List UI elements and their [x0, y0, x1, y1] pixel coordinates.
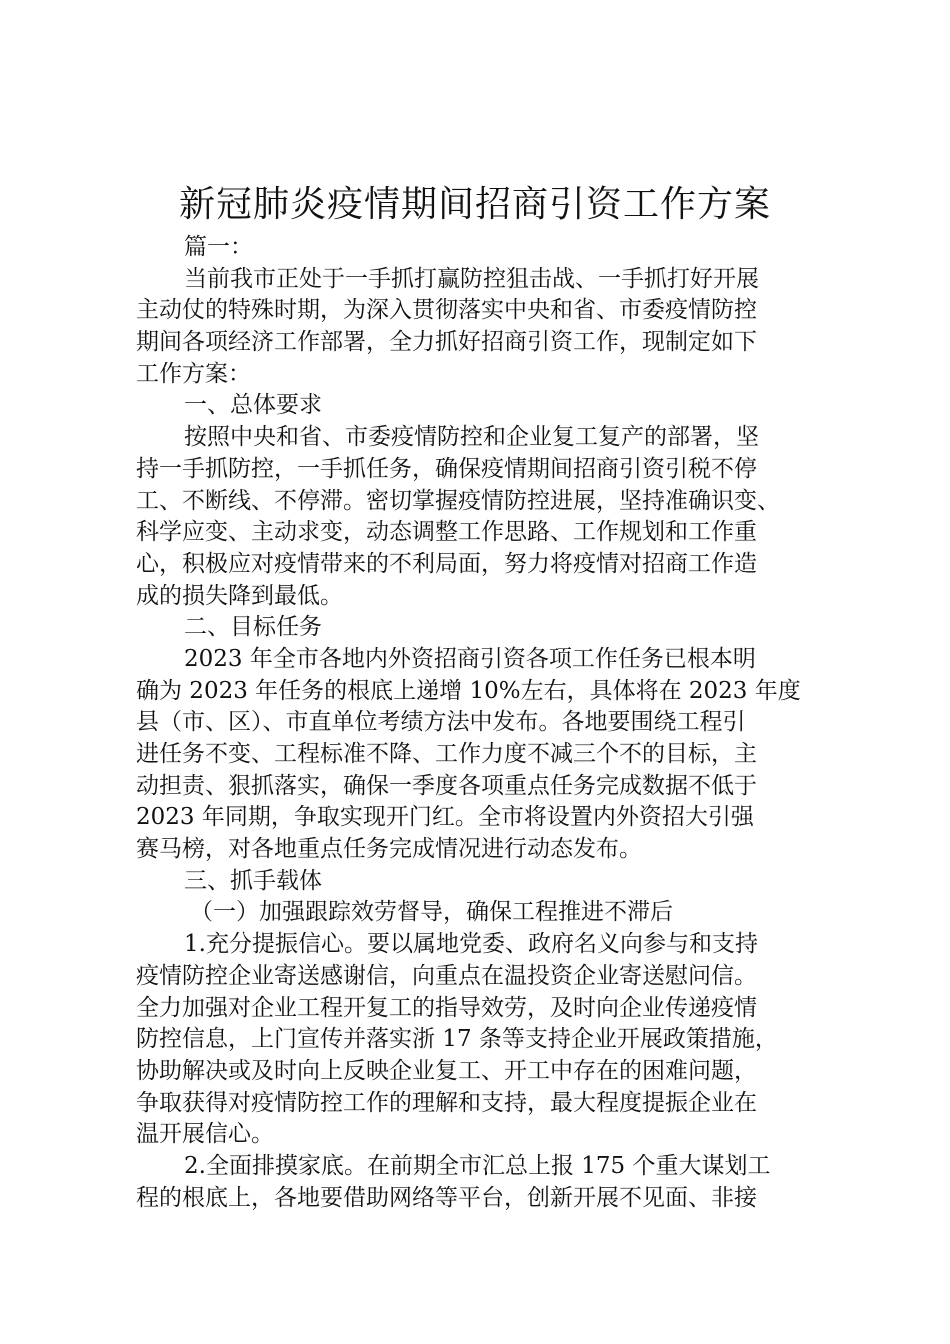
body-line: 工、不断线、不停滞。密切掌握疫情防控进展，坚持准确识变、	[136, 487, 780, 514]
body-line: 程的根底上，各地要借助网络等平台，创新开展不见面、非接	[136, 1184, 757, 1211]
body-line: 当前我市正处于一手抓打赢防控狙击战、一手抓打好开展	[184, 265, 759, 292]
body-line: 三、抓手载体	[184, 867, 322, 894]
body-line: 疫情防控企业寄送感谢信，向重点在温投资企业寄送慰问信。	[136, 962, 757, 989]
body-line: 科学应变、主动求变，动态调整工作思路、工作规划和工作重	[136, 519, 757, 546]
body-line: 期间各项经济工作部署，全力抓好招商引资工作，现制定如下	[136, 329, 757, 356]
body-line: 心，积极应对疫情带来的不利局面，努力将疫情对招商工作造	[136, 550, 757, 577]
body-line: 防控信息，上门宣传并落实浙 17 条等支持企业开展政策措施，	[136, 1026, 778, 1053]
body-line: （一）加强跟踪效劳督导，确保工程推进不滞后	[190, 899, 673, 926]
body-line: 2023 年全市各地内外资招商引资各项工作任务已根本明	[184, 645, 756, 672]
body-line: 全力加强对企业工程开复工的指导效劳，及时向企业传递疫情	[136, 994, 757, 1021]
body-line: 争取获得对疫情防控工作的理解和支持，最大程度提振企业在	[136, 1089, 757, 1116]
body-line: 按照中央和省、市委疫情防控和企业复工复产的部署，坚	[184, 424, 759, 451]
body-line: 2.全面排摸家底。在前期全市汇总上报 175 个重大谋划工	[184, 1152, 771, 1179]
document-title: 新冠肺炎疫情期间招商引资工作方案	[178, 184, 771, 225]
body-line: 持一手抓防控，一手抓任务，确保疫情期间招商引资引税不停	[136, 455, 757, 482]
body-line: 温开展信心。	[136, 1121, 274, 1148]
body-line: 工作方案：	[136, 360, 251, 387]
body-line: 赛马榜，对各地重点任务完成情况进行动态发布。	[136, 836, 642, 863]
body-line: 主动仗的特殊时期，为深入贯彻落实中央和省、市委疫情防控	[136, 297, 757, 324]
body-line: 成的损失降到最低。	[136, 582, 343, 609]
body-line: 县（市、区）、市直单位考绩方法中发布。各地要围绕工程引	[136, 709, 746, 736]
body-line: 动担责、狠抓落实，确保一季度各项重点任务完成数据不低于	[136, 772, 757, 799]
body-line: 一、总体要求	[184, 392, 322, 419]
body-line: 进任务不变、工程标准不降、工作力度不减三个不的目标，主	[136, 741, 757, 767]
body-line: 协助解决或及时向上反映企业复工、开工中存在的困难问题，	[136, 1057, 757, 1084]
body-line: 2023 年同期，争取实现开门红。全市将设置内外资招大引强	[136, 804, 754, 831]
body-line: 确为 2023 年任务的根底上递增 10%左右，具体将在 2023 年度	[136, 677, 801, 704]
body-line: 二、目标任务	[184, 614, 322, 641]
document-body	[136, 232, 826, 1214]
body-line: 1.充分提振信心。要以属地党委、政府名义向参与和支持	[184, 931, 758, 958]
body-line: 篇一：	[184, 234, 253, 260]
